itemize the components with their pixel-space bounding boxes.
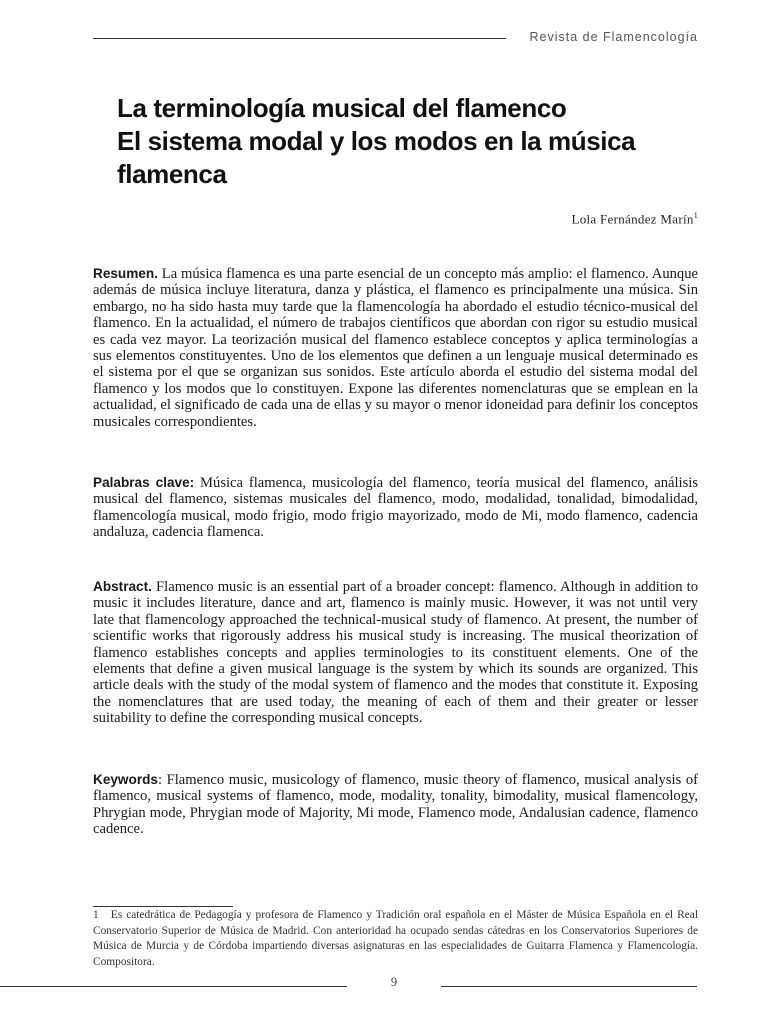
footnote-number: 1 — [93, 909, 99, 921]
palabras-clave-text: Música flamenca, musicología del flamenco, teoría musical del flamenco, análisis musical del flamenco, sistemas musicales del flamenco, modo, modalidad, tonalidad, bimodalidad, flamencología musical, modo frigio, modo frigio mayorizado, modo de Mi, modo flamenco, cadencia andaluza, cadencia flamenca. — [93, 475, 698, 541]
resumen-paragraph — [93, 266, 698, 430]
palabras-clave-label: Palabras clave: — [93, 475, 195, 490]
footnote-marker[interactable]: 1 — [693, 211, 698, 220]
abstract-text: Flamenco music is an essential part of a broader concept: flamenco. Although in addition to music it includes literature, dance and art, flamenco is mainly music. However, it was not until very late that flamencology approached the technical-musical study of flamenco. At present, the number of scientific works that rigorously address his musical study is increasing. The musical theorization of flamenco establishes concepts and applies terminologies to its constituent elements. One of the elements that define a given musical language is the system by which its sounds are organized. This article deals with the study of the modal system of flamenco and the modes that constitute it. Exposing the nomenclatures that are used today, the meaning of each of them and their greater or lesser suitability to define the corresponding musical concepts. — [93, 579, 698, 727]
footer-rule-right — [441, 986, 697, 987]
keywords-text: : Flamenco music, musicology of flamenco, music theory of flamenco, musical analysis of flamenco, musical systems of flamenco, mode, modality, tonality, bimodality, musical flamencology, Phrygian mode, Phrygian mode of Majority, Mi mode, Flamenco mode, Andalusian cadence, flamenco cadence. — [93, 772, 698, 838]
palabras-clave-paragraph — [93, 475, 698, 541]
footer-rule-left — [0, 986, 347, 987]
keywords-label: Keywords — [93, 772, 158, 787]
header-rule — [93, 38, 506, 39]
abstract-label: Abstract. — [93, 579, 152, 594]
resumen-label: Resumen. — [93, 266, 158, 281]
article-title — [117, 92, 717, 191]
page-number: 9 — [390, 975, 398, 989]
abstract-paragraph — [93, 579, 698, 727]
footnote-text: Es catedrática de Pedagogía y profesora de Flamenco y Tradición oral española en el Máster de Música Española en el Real Conservatorio Superior de Música de Madrid. Con anterioridad ha ocupado sendas cátedras en los Conservatorios Superiores de Música de Murcia y de Córdoba impartiendo diversas asignaturas en las especialidades de Guitarra Flamenca y Flamencología. Compositora. — [93, 909, 698, 968]
author-name: Lola Fernández Marín — [571, 211, 694, 227]
title-line: La terminología musical del flamenco — [117, 93, 567, 123]
title-line: El sistema modal y los modos en la música — [117, 126, 636, 156]
keywords-paragraph — [93, 772, 698, 838]
title-line: flamenca — [117, 159, 227, 189]
footnote — [93, 908, 698, 970]
resumen-text: La música flamenca es una parte esencial de un concepto más amplio: el flamenco. Aunque además de música incluye literatura, danza y plástica, el flamenco es principalmente una música. Sin embargo, no ha sido hasta muy tarde que la flamencología ha abordado el estudio técnico-musical del flamenco. En la actualidad, el número de trabajos científicos que abordan con rigor su estudio musical es cada vez mayor. La teorización musical del flamenco establece conceptos y aplica terminologías a sus elementos constituyentes. Uno de los elementos que definen a un lenguaje musical determinado es el sistema por el que se organizan sus sonidos. Este artículo aborda el estudio del sistema modal del flamenco y los modos que lo constituyen. Expone las diferentes nomenclaturas que se emplean en la actualidad, el significado de cada una de ellas y su mayor o menor idoneidad para definir los conceptos musicales correspondientes. — [93, 266, 698, 430]
author-line — [571, 211, 698, 227]
journal-name: Revista de Flamencología — [529, 30, 698, 44]
footnote-rule — [93, 906, 233, 907]
